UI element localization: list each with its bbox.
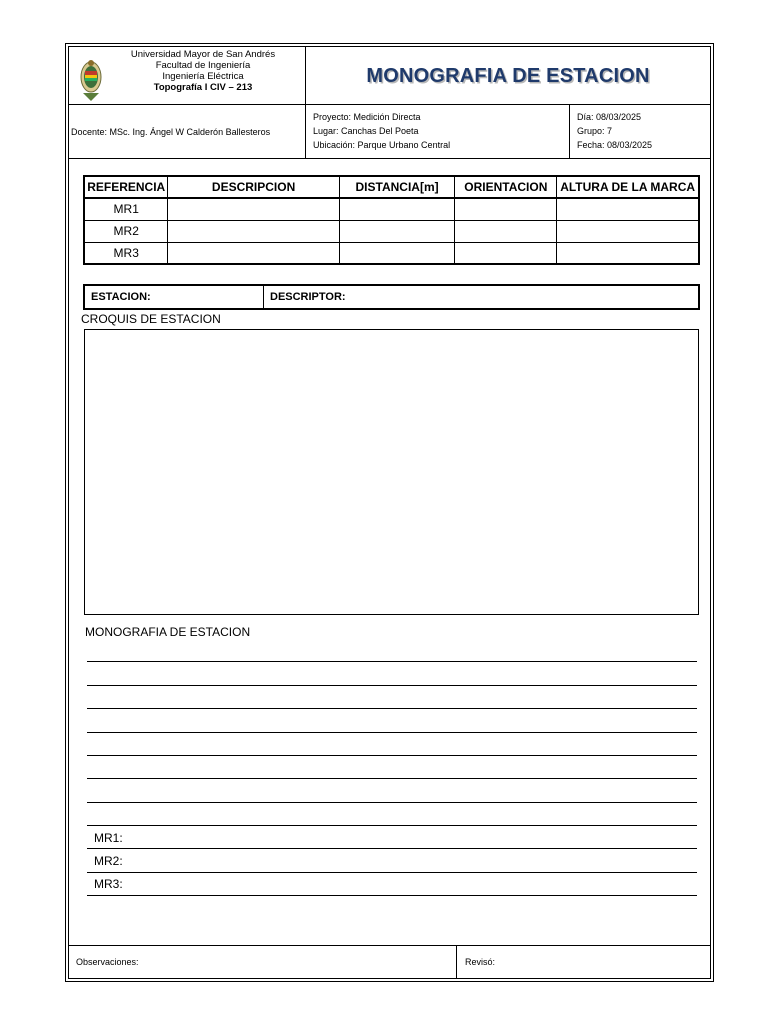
mr3-line[interactable] xyxy=(87,895,697,896)
station-row xyxy=(83,284,700,310)
university-name: Universidad Mayor de San Andrés xyxy=(130,49,276,60)
description-cell[interactable] xyxy=(168,242,339,264)
distance-cell[interactable] xyxy=(339,198,455,220)
descriptor-label: DESCRIPTOR: xyxy=(270,291,346,303)
form-border xyxy=(68,46,711,979)
descriptor-field[interactable] xyxy=(270,291,346,303)
lugar-text: Lugar: Canchas Del Poeta xyxy=(313,126,419,136)
grupo-text: Grupo: 7 xyxy=(577,126,613,136)
writing-line[interactable] xyxy=(87,708,697,709)
department-name: Ingeniería Eléctrica xyxy=(162,71,244,82)
mr1-line[interactable] xyxy=(87,848,697,849)
description-cell[interactable] xyxy=(168,198,339,220)
mr2-line[interactable] xyxy=(87,872,697,873)
faculty-name: Facultad de Ingeniería xyxy=(155,60,251,71)
writing-line[interactable] xyxy=(87,732,697,733)
reference-table xyxy=(83,175,700,265)
university-seal-icon xyxy=(79,57,103,103)
mr1-label: MR1: xyxy=(94,831,123,845)
column-header: ORIENTACION xyxy=(455,176,557,198)
mr3-label: MR3: xyxy=(94,877,123,891)
table-header-row xyxy=(84,176,699,198)
docente-text: Docente: MSc. Ing. Ángel W Calderón Ballesteros xyxy=(69,105,306,159)
date-info xyxy=(569,105,714,159)
distance-cell[interactable] xyxy=(339,242,455,264)
orientation-cell[interactable] xyxy=(455,198,557,220)
header xyxy=(69,47,710,105)
course-name: Topografía I CIV – 213 xyxy=(153,82,253,93)
observations-label: Observaciones: xyxy=(76,957,139,967)
column-header: REFERENCIA xyxy=(84,176,168,198)
table-row xyxy=(84,198,699,220)
orientation-cell[interactable] xyxy=(455,220,557,242)
reference-cell: MR1 xyxy=(84,198,168,220)
reference-cell: MR3 xyxy=(84,242,168,264)
mark-height-cell[interactable] xyxy=(557,242,699,264)
institution-text xyxy=(105,49,301,93)
column-header: DISTANCIA[m] xyxy=(339,176,455,198)
writing-line[interactable] xyxy=(87,755,697,756)
station-field[interactable] xyxy=(85,286,264,308)
observations-field[interactable] xyxy=(69,946,457,978)
writing-line[interactable] xyxy=(87,825,697,826)
mr2-label: MR2: xyxy=(94,854,123,868)
form-page xyxy=(65,43,714,982)
mark-height-cell[interactable] xyxy=(557,198,699,220)
column-header: ALTURA DE LA MARCA xyxy=(557,176,699,198)
reviewed-by-label: Revisó: xyxy=(465,957,496,967)
mark-height-cell[interactable] xyxy=(557,220,699,242)
orientation-cell[interactable] xyxy=(455,242,557,264)
description-cell[interactable] xyxy=(168,220,339,242)
monograph-label: MONOGRAFIA DE ESTACION xyxy=(85,625,251,639)
table-row xyxy=(84,220,699,242)
institution-block xyxy=(69,47,306,105)
column-header: DESCRIPCION xyxy=(168,176,339,198)
writing-line[interactable] xyxy=(87,778,697,779)
writing-line[interactable] xyxy=(87,802,697,803)
ubicacion-text: Ubicación: Parque Urbano Central xyxy=(313,140,451,150)
reference-cell: MR2 xyxy=(84,220,168,242)
project-info xyxy=(313,110,450,152)
proyecto-text: Proyecto: Medición Directa xyxy=(313,112,421,122)
document-title: MONOGRAFIA DE ESTACION xyxy=(366,64,650,87)
dia-text: Día: 08/03/2025 xyxy=(577,112,642,122)
fecha-text: Fecha: 08/03/2025 xyxy=(577,140,653,150)
sketch-area[interactable] xyxy=(84,329,699,615)
footer xyxy=(69,945,710,978)
table-row xyxy=(84,242,699,264)
writing-line[interactable] xyxy=(87,661,697,662)
header-info xyxy=(69,105,710,159)
writing-line[interactable] xyxy=(87,685,697,686)
distance-cell[interactable] xyxy=(339,220,455,242)
station-label: ESTACION: xyxy=(91,291,151,303)
sketch-label: CROQUIS DE ESTACION xyxy=(81,312,221,326)
